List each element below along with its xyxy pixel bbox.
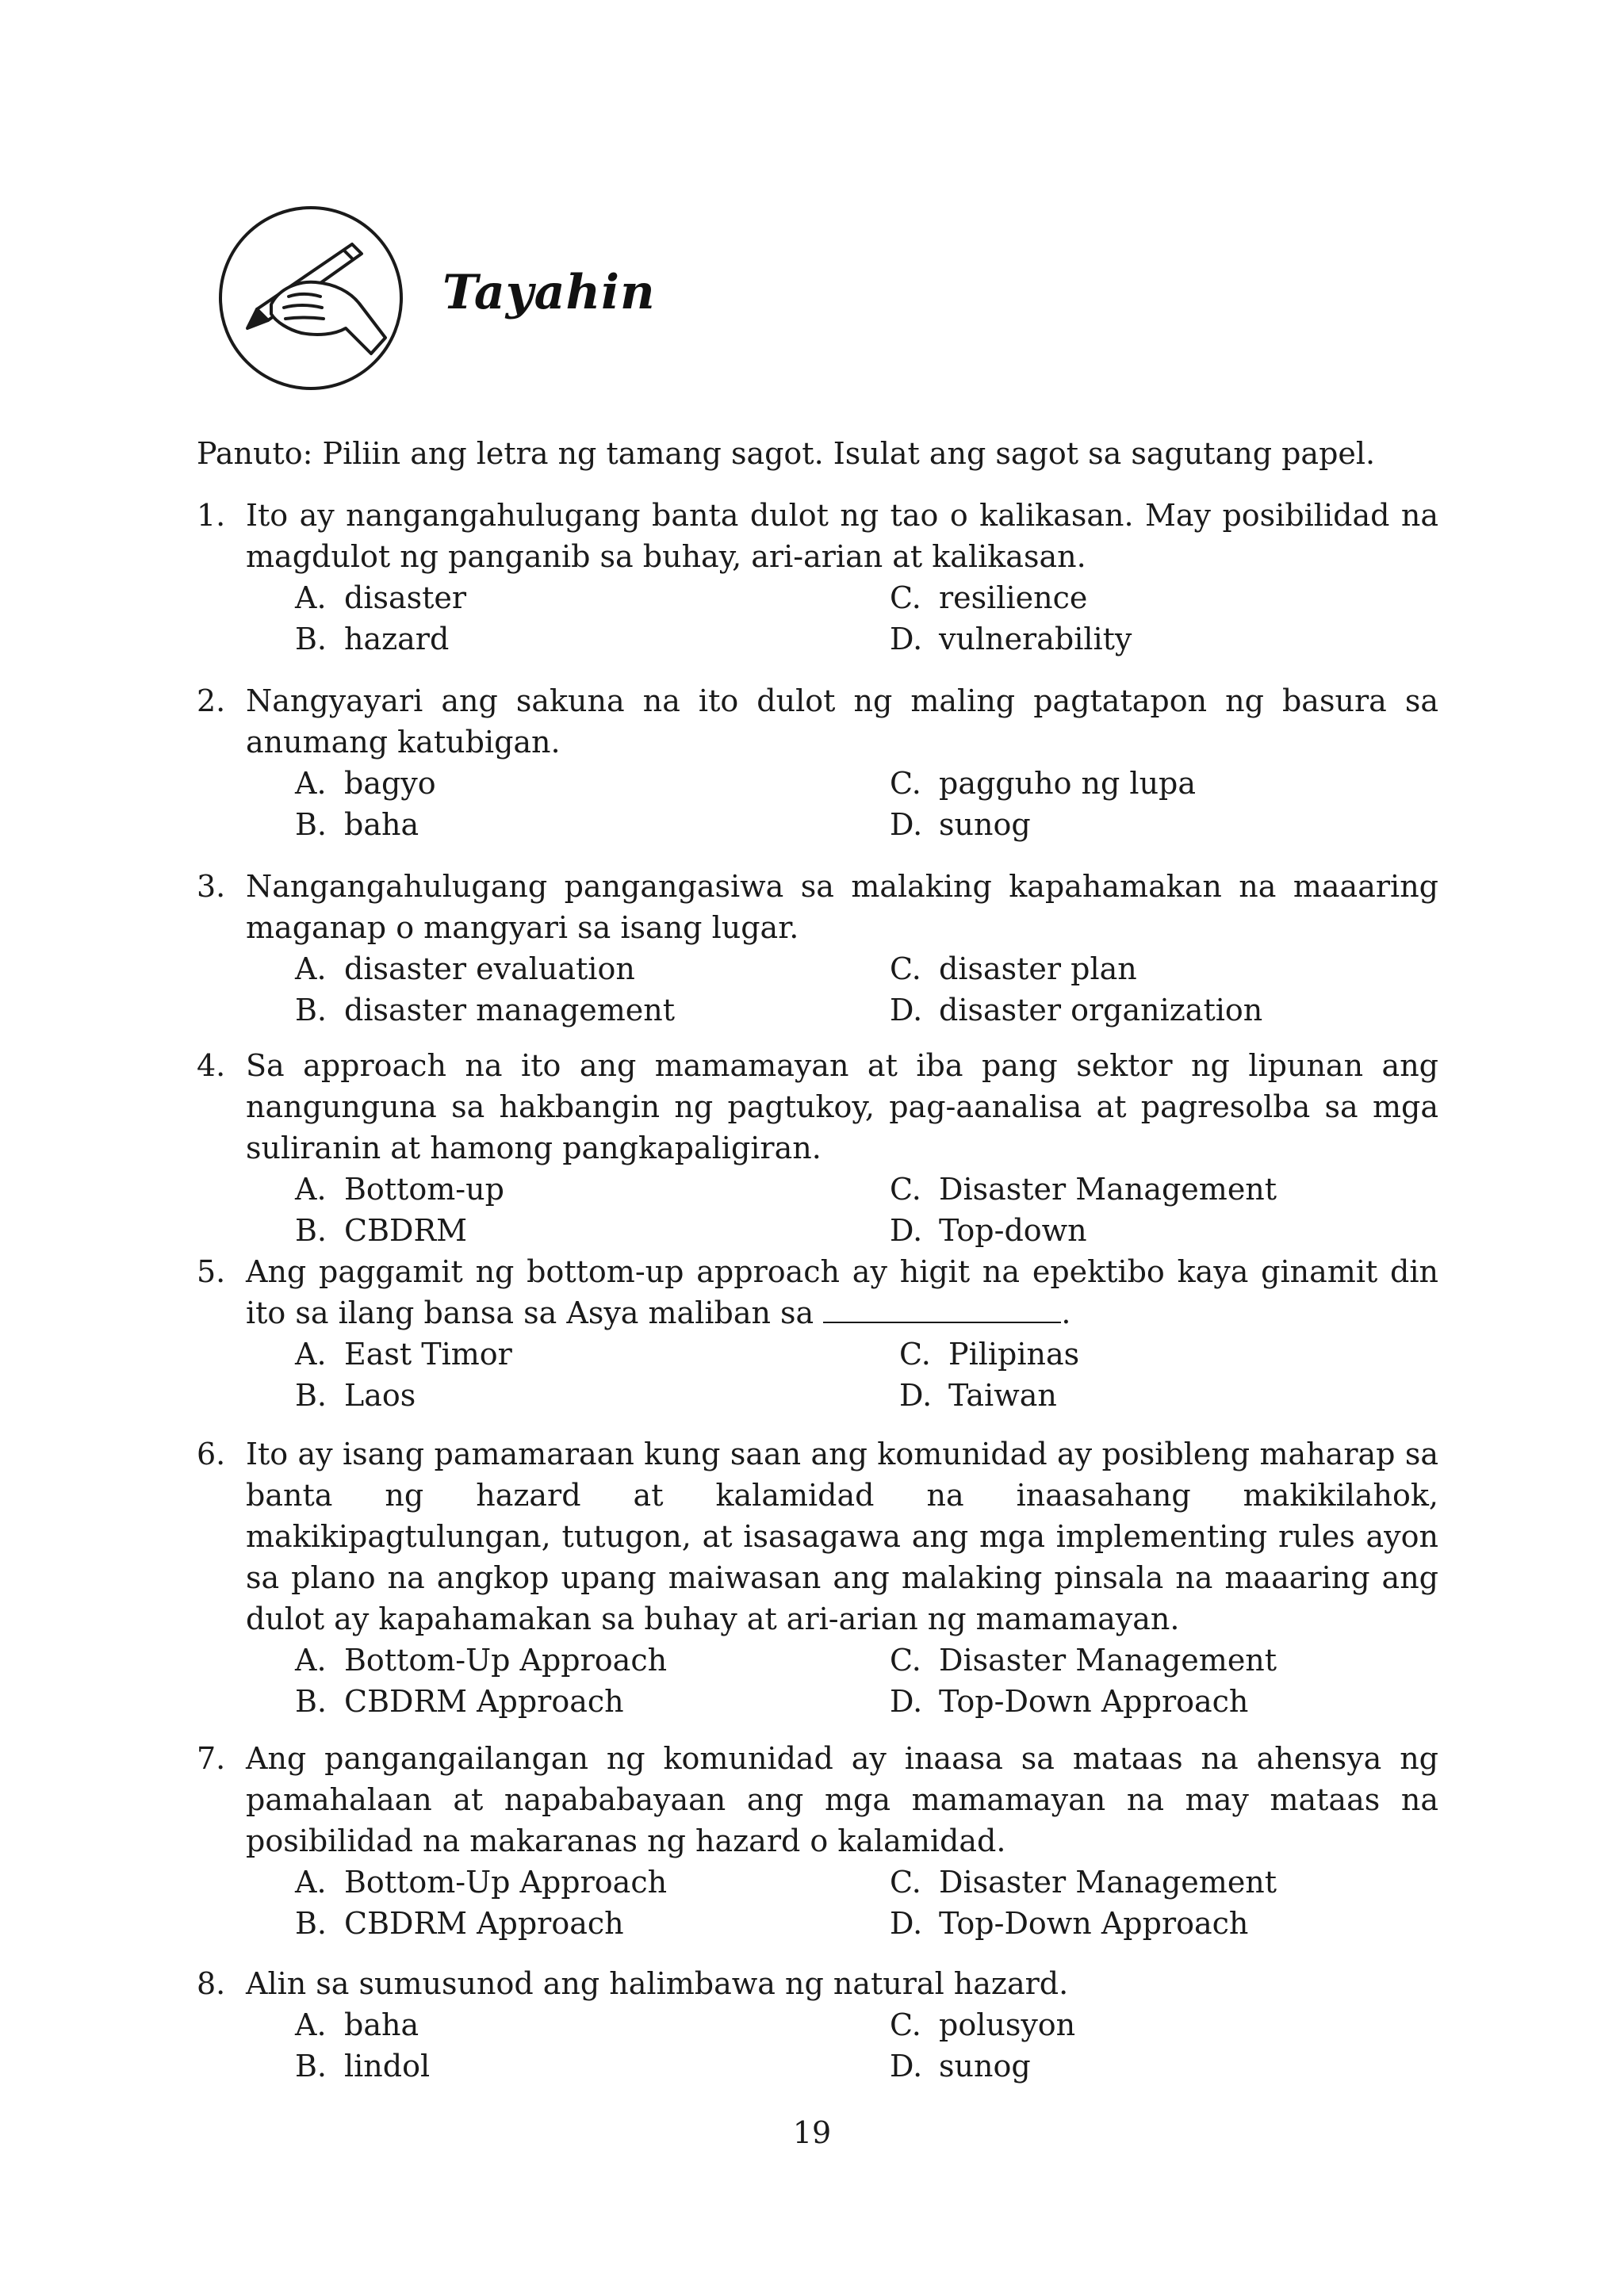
- option-text: hazard: [344, 622, 450, 656]
- option-text: vulnerability: [939, 622, 1132, 656]
- page-title: Tayahin: [442, 265, 656, 320]
- option-letter: D.: [890, 1684, 923, 1719]
- option-letter: D.: [890, 1213, 923, 1248]
- answer-options: [295, 763, 1438, 845]
- answer-blank: [823, 1298, 1061, 1323]
- option-a: [295, 1862, 890, 1903]
- question-8: [197, 1963, 1438, 2087]
- option-text: Laos: [344, 1378, 416, 1413]
- question-text: Ang paggamit ng bottom-up approach ay higit na epektibo kaya ginamit din ito sa ilang bansa sa Asya maliban sa: [246, 1254, 1438, 1330]
- option-b: [295, 618, 890, 660]
- option-text: disaster: [344, 580, 467, 615]
- option-letter: B.: [295, 807, 327, 842]
- option-text: Taiwan: [948, 1378, 1057, 1413]
- option-letter: A.: [295, 2007, 327, 2042]
- option-letter: A.: [295, 766, 327, 801]
- option-letter: A.: [295, 1643, 327, 1678]
- option-text: CBDRM Approach: [344, 1906, 624, 1941]
- option-a: [295, 1169, 890, 1210]
- option-letter: C.: [890, 1172, 921, 1207]
- option-text: Top-down: [939, 1213, 1087, 1248]
- question-text: Ang pangangailangan ng komunidad ay inaasa sa mataas na ahensya ng pamahalaan at napababayaan ang mga mamamayan na may mataas na posibilidad na makaranas ng hazard o kalamidad.: [246, 1741, 1438, 1858]
- option-c: [890, 948, 1365, 989]
- option-text: Disaster Management: [939, 1172, 1277, 1207]
- option-text: baha: [344, 2007, 419, 2042]
- option-a: [295, 1334, 899, 1375]
- option-text: pagguho ng lupa: [939, 766, 1197, 801]
- option-d: [890, 804, 1365, 845]
- option-d: [890, 1681, 1365, 1722]
- answer-options: [295, 577, 1438, 660]
- question-text: Nangyayari ang sakuna na ito dulot ng maling pagtatapon ng basura sa anumang katubigan.: [246, 683, 1438, 760]
- instructions-text: Panuto: Piliin ang letra ng tamang sagot. Isulat ang sagot sa sagutang papel.: [197, 436, 1376, 471]
- option-d: [890, 1210, 1365, 1251]
- option-letter: D.: [890, 2049, 923, 2084]
- option-letter: D.: [890, 1906, 923, 1941]
- option-letter: C.: [890, 766, 921, 801]
- answer-options: [295, 1334, 1438, 1416]
- option-c: [890, 2004, 1365, 2045]
- option-text: polusyon: [939, 2007, 1076, 2042]
- answer-options: [295, 1169, 1438, 1251]
- option-b: [295, 1210, 890, 1251]
- option-a: [295, 763, 890, 804]
- option-letter: C.: [890, 580, 921, 615]
- option-letter: C.: [890, 1865, 921, 1900]
- question-number: 4.: [197, 1048, 226, 1083]
- option-b: [295, 804, 890, 845]
- option-d: [890, 2045, 1365, 2087]
- option-c: [890, 1640, 1365, 1681]
- option-text: sunog: [939, 2049, 1031, 2084]
- option-b: [295, 1681, 890, 1722]
- option-d: [890, 1903, 1365, 1944]
- answer-options: [295, 1640, 1438, 1722]
- question-number: 8.: [197, 1966, 226, 2001]
- option-c: [890, 577, 1365, 618]
- option-letter: D.: [899, 1378, 933, 1413]
- option-b: [295, 1903, 890, 1944]
- answer-options: [295, 948, 1438, 1031]
- option-letter: A.: [295, 1865, 327, 1900]
- question-1: [197, 495, 1438, 660]
- option-letter: B.: [295, 2049, 327, 2084]
- option-text: Pilipinas: [948, 1337, 1080, 1372]
- question-text: Alin sa sumusunod ang halimbawa ng natural hazard.: [246, 1966, 1069, 2001]
- option-letter: D.: [890, 622, 923, 656]
- option-text: Top-Down Approach: [939, 1684, 1249, 1719]
- option-text: disaster management: [344, 993, 676, 1027]
- option-d: [899, 1375, 1375, 1416]
- option-letter: D.: [890, 807, 923, 842]
- option-text: CBDRM Approach: [344, 1684, 624, 1719]
- option-c: [899, 1334, 1375, 1375]
- question-number: 7.: [197, 1741, 226, 1776]
- option-letter: B.: [295, 1213, 327, 1248]
- option-text: Bottom-Up Approach: [344, 1643, 668, 1678]
- question-4: [197, 1045, 1438, 1251]
- option-text: lindol: [344, 2049, 431, 2084]
- option-letter: A.: [295, 580, 327, 615]
- question-number: 3.: [197, 869, 226, 904]
- option-a: [295, 1640, 890, 1681]
- option-text: Bottom-Up Approach: [344, 1865, 668, 1900]
- option-b: [295, 1375, 899, 1416]
- option-letter: A.: [295, 1172, 327, 1207]
- question-number: 5.: [197, 1254, 226, 1289]
- option-text: baha: [344, 807, 419, 842]
- option-c: [890, 1169, 1365, 1210]
- option-c: [890, 763, 1365, 804]
- question-text-end: .: [1061, 1295, 1071, 1330]
- option-letter: C.: [899, 1337, 931, 1372]
- option-letter: D.: [890, 993, 923, 1027]
- option-text: Disaster Management: [939, 1643, 1277, 1678]
- option-a: [295, 948, 890, 989]
- answer-options: [295, 2004, 1438, 2087]
- option-a: [295, 577, 890, 618]
- option-a: [295, 2004, 890, 2045]
- question-7: [197, 1738, 1438, 1944]
- question-2: [197, 680, 1438, 845]
- option-text: Bottom-up: [344, 1172, 504, 1207]
- option-text: Top-Down Approach: [939, 1906, 1249, 1941]
- hand-writing-pencil-icon: [216, 203, 406, 393]
- option-letter: C.: [890, 951, 921, 986]
- option-letter: C.: [890, 2007, 921, 2042]
- option-letter: B.: [295, 1378, 327, 1413]
- option-d: [890, 618, 1365, 660]
- option-text: disaster plan: [939, 951, 1137, 986]
- question-text: Ito ay isang pamamaraan kung saan ang komunidad ay posibleng maharap sa banta ng hazard at kalamidad na inaasahang makikilahok, makikipagtulungan, tutugon, at isasagawa ang mga implementing rules ayon sa plano na angkop upang maiwasan ang malaking pinsala na maaaring ang dulot ay kapahamakan sa buhay at ari-arian ng mamamayan.: [246, 1437, 1438, 1636]
- question-3: [197, 866, 1438, 1031]
- option-text: disaster evaluation: [344, 951, 635, 986]
- question-text: Sa approach na ito ang mamamayan at iba pang sektor ng lipunan ang nangunguna sa hakbangin ng pagtukoy, pag-aanalisa at pagresolba sa mga suliranin at hamong pangkapaligiran.: [246, 1048, 1438, 1165]
- question-5: [197, 1251, 1438, 1416]
- option-letter: B.: [295, 622, 327, 656]
- option-text: resilience: [939, 580, 1088, 615]
- question-text-wrap: [246, 1251, 1438, 1334]
- option-b: [295, 2045, 890, 2087]
- question-number: 2.: [197, 683, 226, 718]
- option-text: Disaster Management: [939, 1865, 1277, 1900]
- question-6: [197, 1433, 1438, 1722]
- question-text: Ito ay nangangahulugang banta dulot ng tao o kalikasan. May posibilidad na magdulot ng panganib sa buhay, ari-arian at kalikasan.: [246, 498, 1438, 574]
- option-c: [890, 1862, 1365, 1903]
- option-letter: A.: [295, 1337, 327, 1372]
- question-number: 6.: [197, 1437, 226, 1471]
- option-letter: B.: [295, 1684, 327, 1719]
- question-text: Nangangahulugang pangangasiwa sa malaking kapahamakan na maaaring maganap o mangyari sa isang lugar.: [246, 869, 1438, 945]
- option-text: CBDRM: [344, 1213, 467, 1248]
- option-text: bagyo: [344, 766, 436, 801]
- option-letter: B.: [295, 993, 327, 1027]
- answer-options: [295, 1862, 1438, 1944]
- option-letter: A.: [295, 951, 327, 986]
- page-number: 19: [792, 2115, 832, 2150]
- question-number: 1.: [197, 498, 226, 533]
- option-text: East Timor: [344, 1337, 512, 1372]
- option-d: [890, 989, 1365, 1031]
- option-letter: B.: [295, 1906, 327, 1941]
- option-text: disaster organization: [939, 993, 1263, 1027]
- option-text: sunog: [939, 807, 1031, 842]
- option-b: [295, 989, 890, 1031]
- option-letter: C.: [890, 1643, 921, 1678]
